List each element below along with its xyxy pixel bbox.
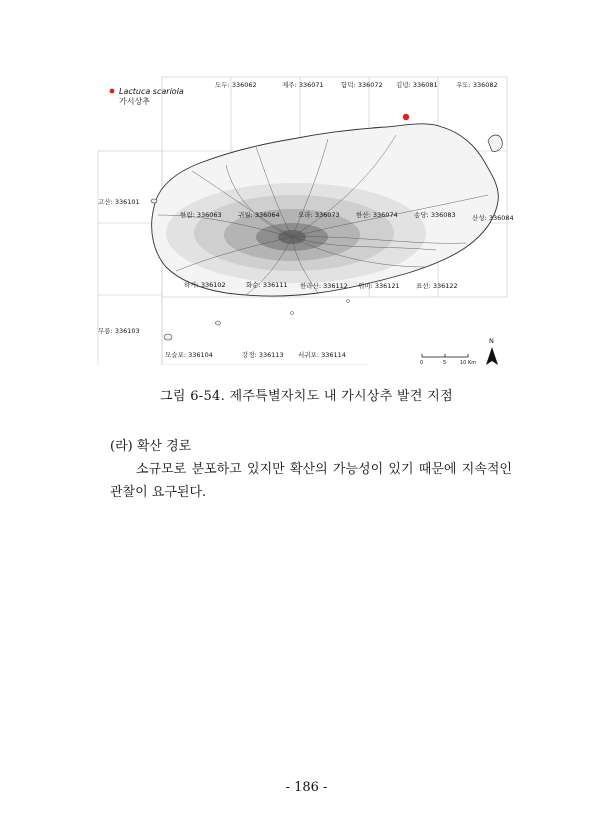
sheet-label: 한라산: 336112 [300, 282, 348, 290]
sheet-label: 오라: 336073 [298, 211, 340, 219]
scale-bar [420, 354, 476, 365]
udo-islet [488, 135, 502, 152]
islet-biyangdo [151, 199, 157, 203]
islet-seogwipo-1 [291, 312, 294, 315]
section-heading: (라) 확산 경로 [110, 439, 192, 454]
observation-point-marker [403, 114, 409, 120]
sheet-label: 김녕: 336081 [396, 81, 438, 89]
sheet-label: 위미: 336121 [358, 282, 400, 290]
map-svg [96, 75, 521, 365]
sheet-label: 하가: 336102 [184, 281, 226, 289]
svg-text:N: N [489, 337, 494, 345]
sheet-label: 제주: 336071 [282, 81, 324, 89]
islet-gapado [216, 321, 221, 325]
sheet-label: 한산: 336074 [356, 211, 398, 219]
figure-caption: 그림 6-54. 제주특별자치도 내 가시상추 발견 지점 [160, 389, 453, 404]
body-text: 소규모로 분포하고 있지만 확산의 가능성이 있기 때문에 지속적인 관찰이 요구된다. [110, 462, 512, 500]
sheet-label: 송당: 336083 [414, 211, 456, 219]
legend-korean-name: 가시상추 [119, 97, 150, 106]
sheet-label: 산성: 336084 [472, 214, 514, 222]
legend-species: Lactuca scariola [119, 87, 184, 96]
sheet-label: 한림: 336063 [180, 211, 222, 219]
sheet-label: 서귀포: 336114 [298, 351, 346, 359]
svg-text:0: 0 [420, 360, 424, 365]
svg-text:5: 5 [443, 360, 447, 365]
jeju-distribution-map [96, 75, 521, 365]
north-arrow-icon [486, 337, 498, 365]
sheet-label: 우도: 336082 [456, 81, 498, 89]
islet-marado [164, 334, 172, 340]
sheet-label: 모슬포: 336104 [165, 351, 213, 359]
legend-marker-icon [110, 89, 115, 94]
sheet-label: 귀월: 336064 [238, 211, 280, 219]
sheet-label: 함덕: 336072 [341, 81, 383, 89]
sheet-label: 표선: 336122 [416, 282, 458, 290]
sheet-label: 고산: 336101 [98, 198, 140, 206]
islet-seogwipo-2 [347, 300, 350, 303]
svg-text:10 Km: 10 Km [460, 360, 477, 365]
page-number: - 186 - [285, 780, 328, 795]
sheet-label: 도두: 336062 [215, 81, 257, 89]
body-paragraph [110, 458, 512, 504]
sheet-label: 화순: 336111 [246, 281, 288, 289]
sheet-label: 강정: 336113 [242, 351, 284, 359]
sheet-label: 무릉: 336103 [98, 327, 140, 335]
